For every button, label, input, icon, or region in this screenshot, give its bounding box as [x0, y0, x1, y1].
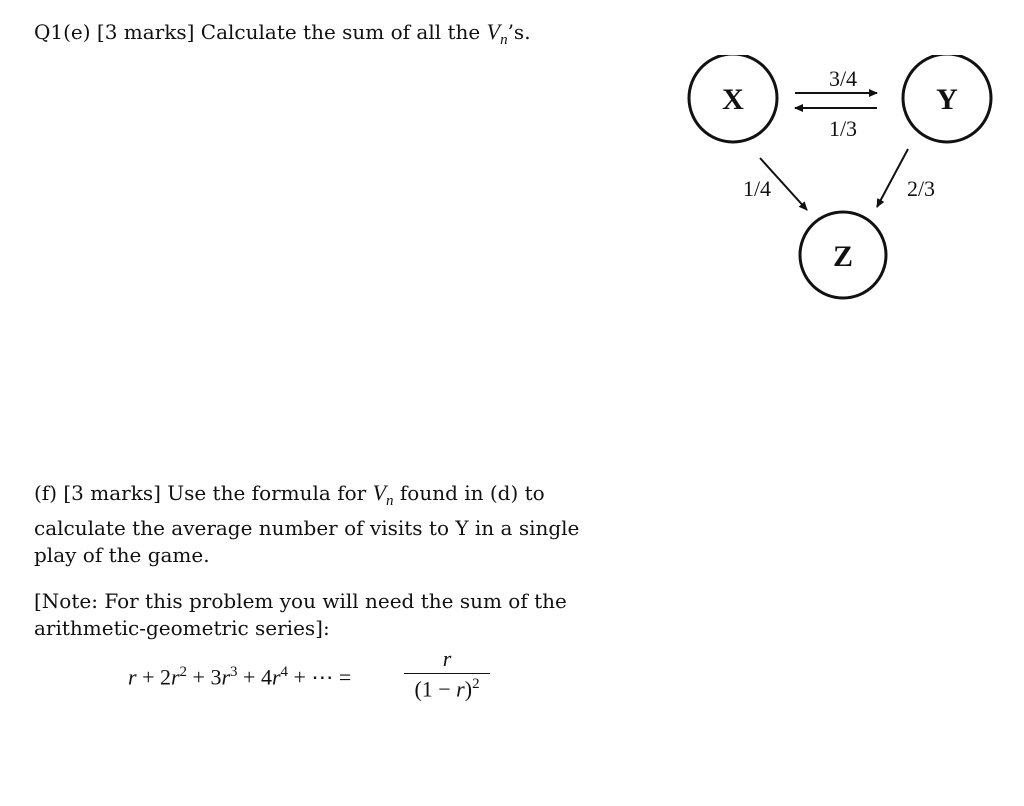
formula-term: + 4 — [237, 664, 272, 690]
edge-x-to-y-label: 3/4 — [828, 66, 858, 91]
formula-exponent: 2 — [179, 664, 188, 680]
edge-y-to-z-arrow — [877, 149, 908, 207]
n-subscript: n — [500, 32, 508, 48]
formula-exponent: 3 — [230, 664, 238, 680]
node-x-label: X — [722, 83, 744, 116]
formula-term: r — [271, 664, 281, 690]
denominator-close: ) — [464, 676, 473, 702]
edge-x-to-z-label: 1/4 — [742, 176, 772, 201]
formula-term: r — [221, 664, 231, 690]
question-f-line-2: calculate the average number of visits to Y in a single — [34, 516, 580, 540]
edge-y-to-x-label: 1/3 — [828, 116, 858, 141]
question-f-text: (f) [3 marks] Use the formula for — [34, 481, 373, 505]
denominator-variable: r — [456, 676, 465, 702]
formula-exponent: 4 — [280, 664, 289, 680]
denominator-open: (1 − — [414, 676, 457, 702]
question-f-line-3: play of the game. — [34, 543, 210, 567]
v-variable: V — [372, 480, 387, 505]
formula-term: r — [128, 664, 137, 690]
n-subscript: n — [386, 493, 394, 509]
fraction-numerator: r — [442, 646, 452, 671]
fraction-bar — [404, 673, 490, 674]
question-f-suffix: found in (d) to — [393, 481, 545, 505]
question-f — [34, 479, 579, 569]
question-e — [34, 18, 531, 54]
formula-term: + 2 — [136, 664, 171, 690]
formula-term: + ⋯ = — [288, 664, 352, 690]
formula-term: + 3 — [187, 664, 222, 690]
v-variable: V — [486, 19, 501, 44]
formula-lhs — [128, 664, 351, 690]
markov-diagram — [680, 55, 1000, 305]
edge-y-to-z-label: 2/3 — [906, 176, 936, 201]
question-f-line-1 — [34, 479, 579, 515]
question-e-suffix: ’s. — [507, 20, 531, 44]
note-line-2: arithmetic-geometric series]: — [34, 616, 330, 640]
question-e-text: Q1(e) [3 marks] Calculate the sum of all the — [34, 20, 487, 44]
denominator-exponent: 2 — [472, 676, 480, 692]
note-line-1: [Note: For this problem you will need the sum of the — [34, 589, 567, 613]
node-z-label: Z — [832, 240, 854, 273]
node-y-label: Y — [936, 83, 958, 116]
note — [34, 588, 567, 642]
formula-term: r — [170, 664, 180, 690]
formula-fraction — [404, 646, 490, 702]
fraction-denominator — [404, 676, 490, 702]
